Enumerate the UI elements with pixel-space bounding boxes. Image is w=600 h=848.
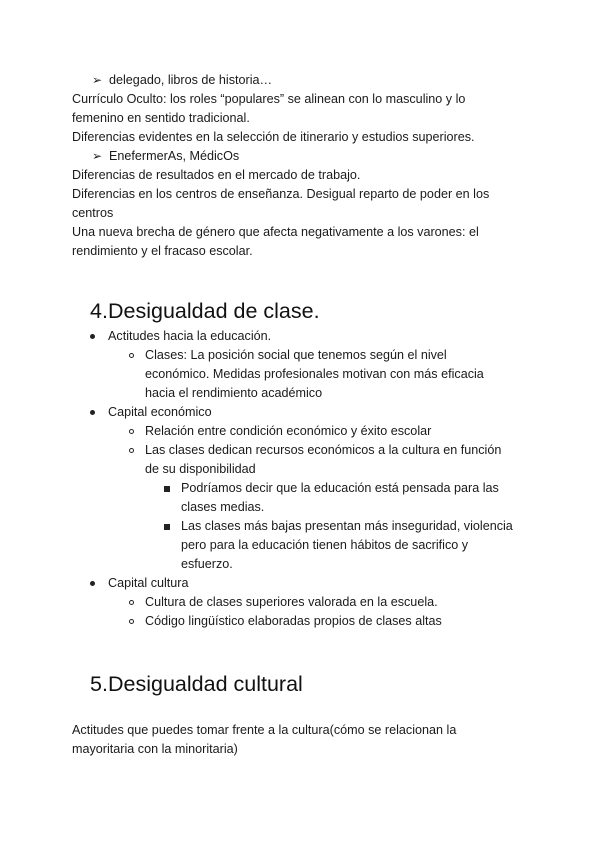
list-item: Podríamos decir que la educación está pensada para las [181,481,499,495]
list-item: Actitudes hacia la educación. [108,329,272,343]
text-line: femenino en sentido tradicional. [72,111,250,125]
text-line: delegado, libros de historia… [109,73,273,87]
list-item: Capital económico [108,405,212,419]
list-item: Código lingüístico elaboradas propios de clases altas [145,614,442,628]
list-item: hacia el rendimiento académico [145,386,323,400]
bullet-disc-icon [90,581,95,586]
list-item: Cultura de clases superiores valorada en la escuela. [145,595,438,609]
text-line: Diferencias de resultados en el mercado de trabajo. [72,168,361,182]
bullet-square-icon [164,524,170,530]
list-item: económico. Medidas profesionales motivan con más eficacia [145,367,484,381]
arrow-bullet-icon: ➢ [92,73,103,87]
bullet-square-icon [164,486,170,492]
bullet-disc-icon [90,410,95,415]
bullet-disc-icon [90,334,95,339]
heading-title: Desigualdad cultural [108,672,303,696]
bullet-circle-icon [129,448,134,453]
heading-title: Desigualdad de clase. [108,299,320,323]
bullet-circle-icon [129,429,134,434]
list-item: Las clases dedican recursos económicos a la cultura en función [145,443,502,457]
heading-number: 5. [90,672,108,696]
arrow-bullet-icon: ➢ [92,149,103,163]
list-item: pero para la educación tienen hábitos de sacrifico y [181,538,469,552]
list-item: Clases: La posición social que tenemos según el nivel [145,348,447,362]
list-item: esfuerzo. [181,557,233,571]
text-line: centros [72,206,114,220]
bullet-circle-icon [129,353,134,358]
text-line: Diferencias en los centros de enseñanza. Desigual reparto de poder en los [72,187,490,201]
list-item: de su disponibilidad [145,462,256,476]
text-line: Currículo Oculto: los roles “populares” se alinean con lo masculino y lo [72,92,466,106]
heading-number: 4. [90,299,108,323]
text-line: Una nueva brecha de género que afecta negativamente a los varones: el [72,225,479,239]
list-item: Las clases más bajas presentan más inseguridad, violencia [181,519,513,533]
text-line: Diferencias evidentes en la selección de itinerario y estudios superiores. [72,130,475,144]
text-line: EnefermerAs, MédicOs [109,149,240,163]
bullet-circle-icon [129,619,134,624]
section-heading [90,298,320,324]
list-item: Capital cultura [108,576,189,590]
text-line: rendimiento y el fracaso escolar. [72,244,253,258]
paragraph-line: Actitudes que puedes tomar frente a la cultura(cómo se relacionan la [72,723,457,737]
list-item: clases medias. [181,500,265,514]
bullet-circle-icon [129,600,134,605]
list-item: Relación entre condición económico y éxito escolar [145,424,432,438]
paragraph-line: mayoritaria con la minoritaria) [72,742,238,756]
section-heading [90,671,303,697]
